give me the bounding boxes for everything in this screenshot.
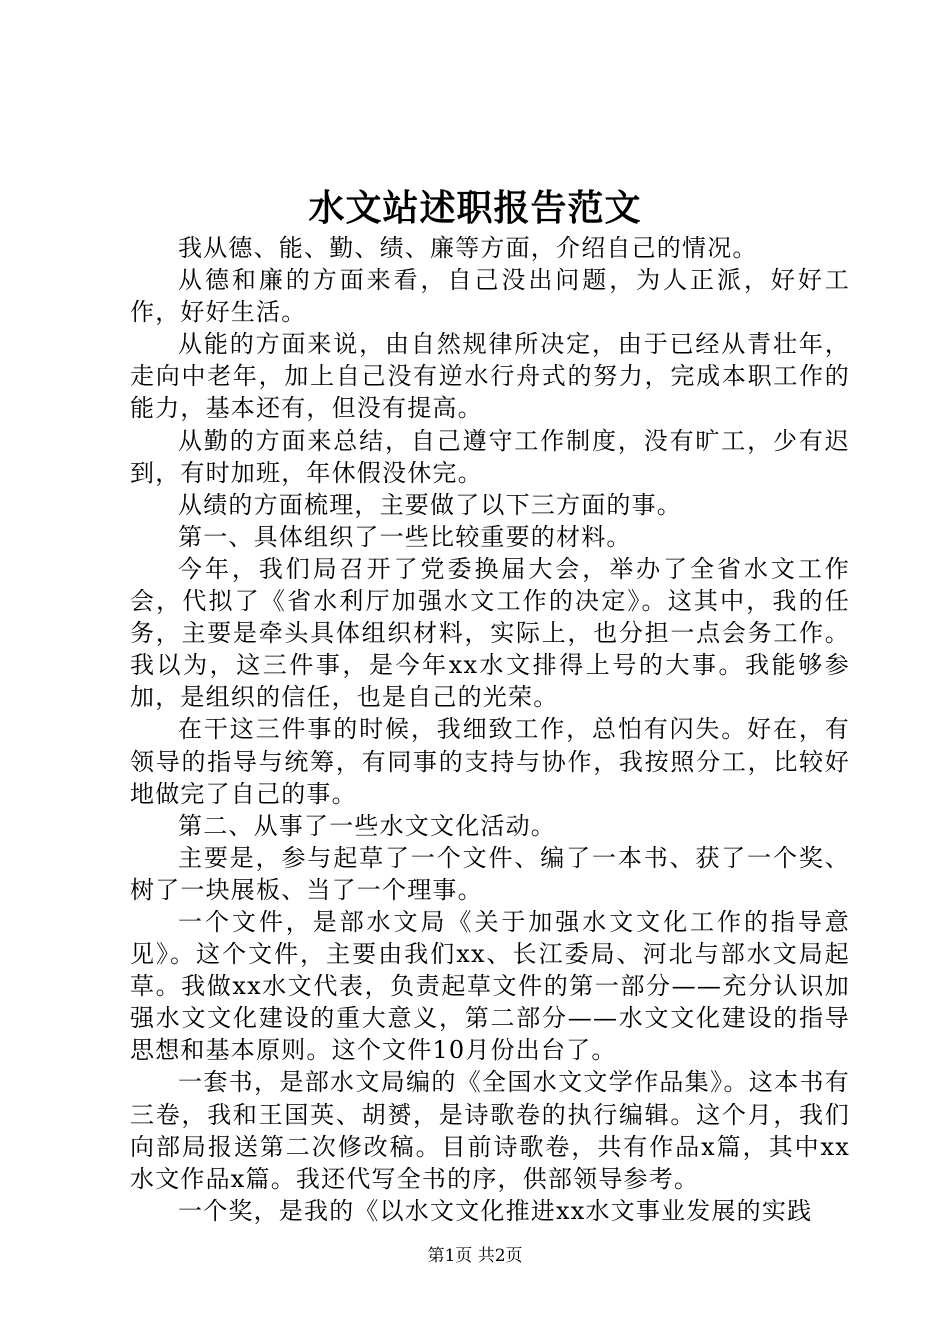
paragraph: 从德和廉的方面来看，自己没出问题，为人正派，好好工作，好好生活。 xyxy=(130,266,850,327)
paragraph: 主要是，参与起草了一个文件、编了一本书、获了一个奖、树了一块展板、当了一个理事。 xyxy=(130,843,850,904)
paragraph: 第二、从事了一些水文文化活动。 xyxy=(178,811,556,840)
document-body xyxy=(130,232,850,1227)
page-footer: 第1页 共2页 xyxy=(427,1246,523,1266)
paragraph: 一个奖，是我的《以水文文化推进xx水文事业发展的实践 xyxy=(178,1196,813,1225)
paragraph: 从勤的方面来总结，自己遵守工作制度，没有旷工，少有迟到，有时加班，年休假没休完。 xyxy=(130,426,850,487)
paragraph: 从能的方面来说，由自然规律所决定，由于已经从青壮年，走向中老年，加上自己没有逆水行舟式的努力，完成本职工作的能力，基本还有，但没有提高。 xyxy=(130,330,850,423)
paragraph: 今年，我们局召开了党委换届大会，举办了全省水文工作会，代拟了《省水利厅加强水文工作的决定》。这其中，我的任务，主要是牵头具体组织材料，实际上，也分担一点会务工作。我以为，这三件事，是今年xx水文排得上号的大事。我能够参加，是组织的信任，也是自己的光荣。 xyxy=(130,554,850,712)
paragraph: 一套书，是部水文局编的《全国水文文学作品集》。这本书有三卷，我和王国英、胡赟，是诗歌卷的执行编辑。这个月，我们向部局报送第二次修改稿。目前诗歌卷，共有作品x篇，其中xx水文作品x篇。我还代写全书的序，供部领导参考。 xyxy=(130,1068,850,1193)
paragraph: 第一、具体组织了一些比较重要的材料。 xyxy=(178,522,632,551)
paragraph: 在干这三件事的时候，我细致工作，总怕有闪失。好在，有领导的指导与统筹，有同事的支持与协作，我按照分工，比较好地做完了自己的事。 xyxy=(130,715,850,808)
paragraph: 我从德、能、勤、绩、廉等方面，介绍自己的情况。 xyxy=(178,234,758,262)
document-title: 水文站述职报告范文 xyxy=(308,187,642,229)
paragraph: 一个文件，是部水文局《关于加强水文文化工作的指导意见》。这个文件，主要由我们xx、长江委局、河北与部水文局起草。我做xx水文代表，负责起草文件的第一部分——充分认识加强水文文化建设的重大意义，第二部分——水文文化建设的指导思想和基本原则。这个文件10月份出台了。 xyxy=(130,907,850,1065)
paragraph: 从绩的方面梳理，主要做了以下三方面的事。 xyxy=(178,490,682,519)
